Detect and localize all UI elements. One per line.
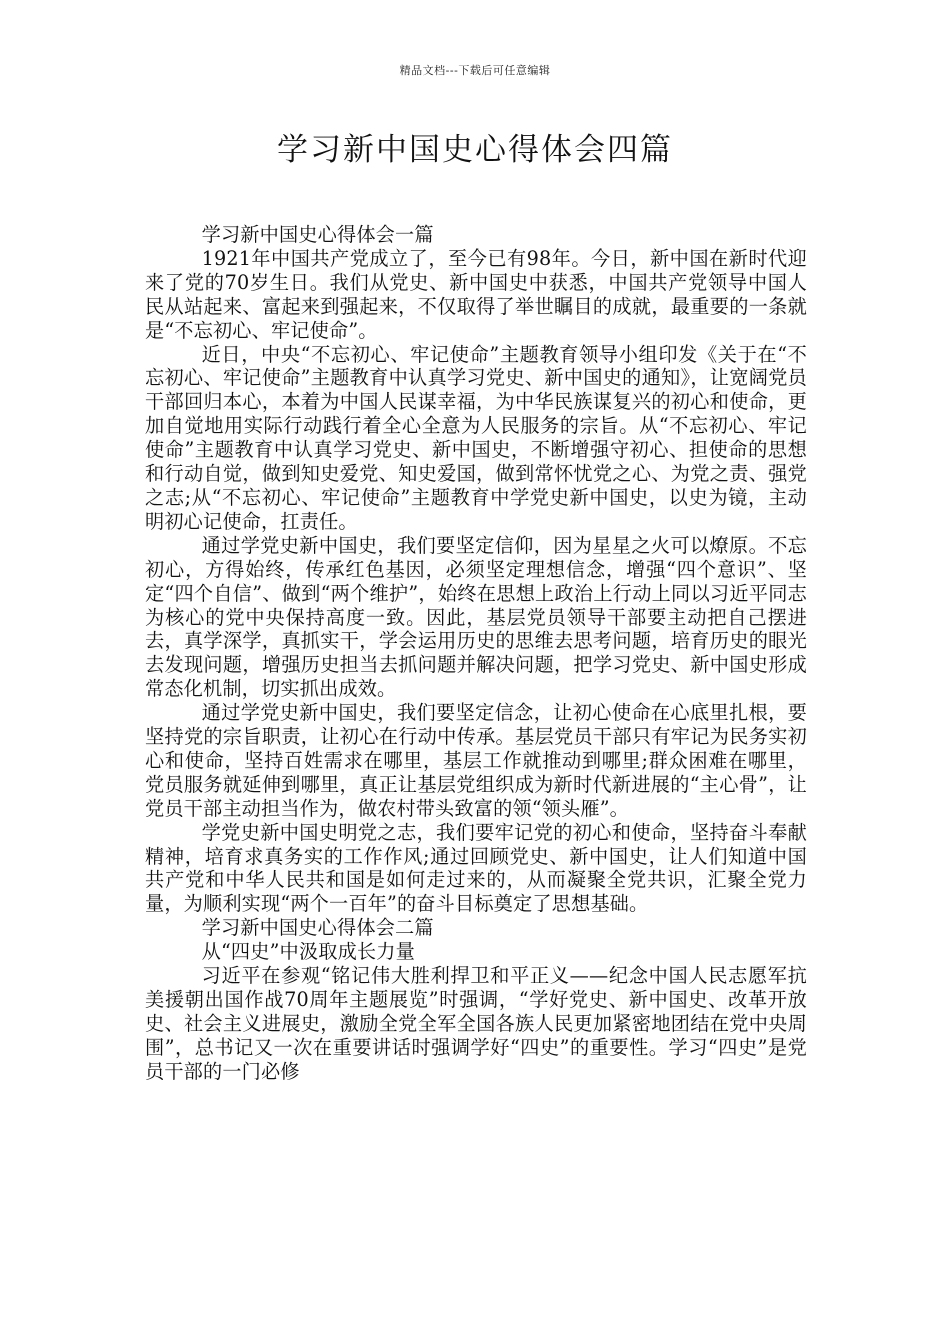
section-heading-1: 学习新中国史心得体会一篇	[201, 223, 434, 246]
document-title: 学习新中国史心得体会四篇	[277, 132, 673, 168]
body-paragraph: 近日，中央“不忘初心、牢记使命”主题教育领导小组印发《关于在“不忘初心、牢记使命”主题教育中认真学习党史、新中国史的通知》，让宽阔党员干部回归本心，本着为中国人民谋幸福，为中华民族谋复兴的初心和使命，更加自觉地用实际行动践行着全心全意为人民服务的宗旨。从“不忘初心、牢记使命”主题教育中认真学习党史、新中国史，不断增强守初心、担使命的思想和行动自觉，做到知史爱党、知史爱国，做到常怀忧党之心、为党之责、强党之志;从“不忘初心、牢记使命”主题教育中学党史新中国史，以史为镜，主动明初心记使命，扛责任。	[145, 342, 807, 533]
body-paragraph: 1921年中国共产党成立了，至今已有98年。今日，新中国在新时代迎来了党的70岁生日。我们从党史、新中国史中获悉，中国共产党领导中国人民从站起来、富起来到强起来，不仅取得了举世瞩目的成就，最重要的一条就是“不忘初心、牢记使命”。	[145, 246, 807, 342]
page-header-note: 精品文档---下载后可任意编辑	[399, 64, 551, 77]
document-body	[145, 223, 807, 1084]
body-paragraph: 学党史新中国史明党之志，我们要牢记党的初心和使命，坚持奋斗奉献精神，培育求真务实的工作作风;通过回顾党史、新中国史，让人们知道中国共产党和中华人民共和国是如何走过来的，从而凝聚全党共识，汇聚全党力量，为顺利实现“两个一百年”的奋斗目标奠定了思想基础。	[145, 820, 807, 916]
section-heading-2: 学习新中国史心得体会二篇	[201, 916, 434, 940]
body-paragraph: 通过学党史新中国史，我们要坚定信念，让初心使命在心底里扎根，要坚持党的宗旨职责，让初心在行动中传承。基层党员干部只有牢记为民务实初心和使命，坚持百姓需求在哪里，基层工作就推动到哪里;群众困难在哪里，党员服务就延伸到哪里，真正让基层党组织成为新时代新进展的“主心骨”，让党员干部主动担当作为，做农村带头致富的领“领头雁”。	[145, 701, 807, 820]
subsection-heading: 从“四史”中汲取成长力量	[201, 940, 415, 964]
body-paragraph: 通过学党史新中国史，我们要坚定信仰，因为星星之火可以燎原。不忘初心，方得始终，传承红色基因，必须坚定理想信念，增强“四个意识”、坚定“四个自信”、做到“两个维护”，始终在思想上政治上行动上同以习近平同志为核心的党中央保持高度一致。因此，基层党员领导干部要主动把自己摆进去，真学深学，真抓实干，学会运用历史的思维去思考问题，培育历史的眼光去发现问题，增强历史担当去抓问题并解决问题，把学习党史、新中国史形成常态化机制，切实抓出成效。	[145, 533, 807, 701]
body-paragraph: 习近平在参观“铭记伟大胜利捍卫和平正义——纪念中国人民志愿军抗美援朝出国作战70周年主题展览”时强调，“学好党史、新中国史、改革开放史、社会主义进展史，激励全党全军全国各族人民更加紧密地团结在党中央周围”，总书记又一次在重要讲话时强调学好“四史”的重要性。学习“四史”是党员干部的一门必修	[145, 964, 807, 1083]
